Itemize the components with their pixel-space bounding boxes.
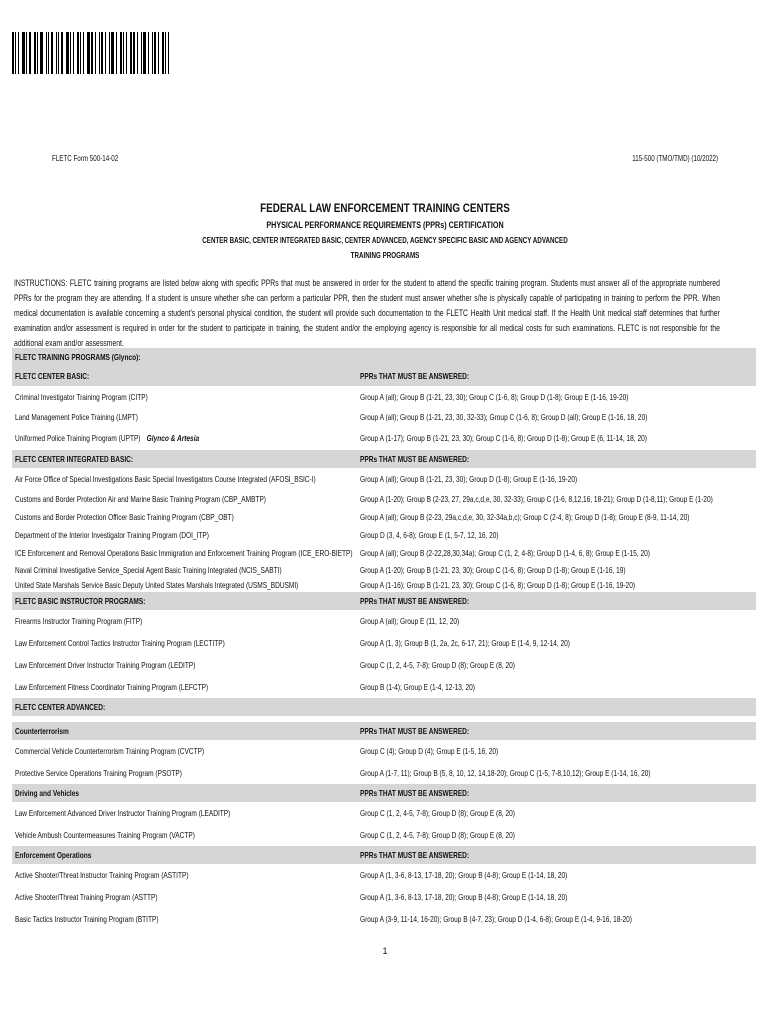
barcode-bar: [37, 32, 38, 74]
program-name: Uniformed Police Training Program (UPTP): [15, 433, 141, 443]
ppr-groups: Group A (1-17); Group B (1-21, 23, 30); Group C (1-6, 8); Group D (1-8); Group E (6, 11-14, 18, 20): [360, 433, 647, 443]
program-location: Glynco & Artesia: [146, 433, 200, 443]
ppr-groups: Group A (all); Group B (1-21, 23, 30); Group C (1-6, 8); Group D (1-8); Group E (1-16, 19-20): [360, 392, 629, 402]
barcode-bar: [141, 32, 142, 74]
ppr-groups: Group A (1-16); Group B (1-21, 23, 30); Group C (1-6, 8); Group D (1-8); Group E (1-16, 19-20): [360, 579, 636, 590]
table-row: [12, 426, 756, 450]
table-row: [12, 508, 756, 526]
barcode-bar: [101, 32, 103, 74]
program-name: Naval Criminal Investigative Service_Special Agent Basic Training Integrated (NCIS_SABTI): [15, 564, 282, 575]
barcode-bar: [48, 32, 49, 74]
barcode-bar: [80, 32, 81, 74]
document-subtitle-programs: CENTER BASIC, CENTER INTEGRATED BASIC, CENTER ADVANCED, AGENCY SPECIFIC BASIC AND AGENCY ADVANCED: [202, 236, 568, 245]
table-row: [12, 654, 756, 676]
document-subtitle: PHYSICAL PERFORMANCE REQUIREMENTS (PPRs) CERTIFICATION: [266, 220, 504, 230]
subsection-label: Driving and Vehicles: [15, 788, 80, 798]
ppr-groups: Group C (1, 2, 4-5, 7-8); Group D (8); Group E (8, 20): [360, 830, 515, 840]
ppr-header: PPRs THAT MUST BE ANSWERED:: [360, 596, 470, 606]
program-name-wrap: [15, 433, 199, 443]
document-title: FEDERAL LAW ENFORCEMENT TRAINING CENTERS: [260, 201, 510, 215]
program-name: Law Enforcement Advanced Driver Instructor Training Program (LEADITP): [15, 808, 231, 818]
table-row: [12, 676, 756, 698]
program-name: Law Enforcement Control Tactics Instructor Training Program (LECTITP): [15, 638, 225, 648]
barcode-bar: [46, 32, 47, 74]
ppr-groups: Group B (1-4); Group E (1-4, 12-13, 20): [360, 682, 475, 692]
section-header-row: [12, 698, 756, 716]
barcode-bar: [12, 32, 14, 74]
table-row: [12, 824, 756, 846]
ppr-header: PPRs THAT MUST BE ANSWERED:: [360, 371, 470, 381]
program-name: Law Enforcement Fitness Coordinator Training Program (LEFCTP): [15, 682, 209, 692]
program-name: United State Marshals Service Basic Deputy United States Marshals Integrated (USMS_BDUSMI): [15, 579, 299, 590]
program-name: Commercial Vehicle Counterterrorism Training Program (CVCTP): [15, 746, 205, 756]
subsection-header-row: [12, 784, 756, 802]
ppr-groups: Group A (all); Group B (1-21, 23, 30, 32-33); Group C (1-6, 8); Group D (all); Group E (1-16, 18, 20): [360, 412, 648, 422]
programs-header: FLETC TRAINING PROGRAMS (Glynco):: [15, 352, 141, 362]
barcode-bar: [165, 32, 166, 74]
barcode-bar: [66, 32, 69, 74]
page-number: 1: [382, 946, 388, 956]
table-row: [12, 490, 756, 508]
table-row: [12, 908, 756, 930]
barcode-bar: [152, 32, 153, 74]
ppr-groups: Group A (1-7, 11); Group B (5, 8, 10, 12, 14,18-20); Group C (1-5, 7-8,10,12); Group E (1-14, 16, 20): [360, 768, 651, 778]
ppr-groups: Group A (1-20); Group B (2-23, 27, 29a,c,d,e, 30, 32-33); Group C (1-6, 8,12,16, 18-21); Group D (1-8,11); Group E (1-20): [360, 494, 713, 504]
barcode-bar: [123, 32, 124, 74]
table-row: [12, 577, 756, 592]
program-name: Criminal Investigator Training Program (CITP): [15, 392, 148, 402]
program-name: Department of the Interior Investigator Training Program (DOI_ITP): [15, 530, 209, 540]
program-name: Basic Tactics Instructor Training Program (BTITP): [15, 914, 159, 924]
program-name: Vehicle Ambush Countermeasures Training Program (VACTP): [15, 830, 195, 840]
barcode-bar: [148, 32, 149, 74]
program-name: Land Management Police Training (LMPT): [15, 412, 138, 422]
ppr-groups: Group D (3, 4, 6-8); Group E (1, 5-7, 12, 16, 20): [360, 530, 499, 540]
table-row: [12, 386, 756, 408]
table-row: [12, 408, 756, 426]
ppr-header: PPRs THAT MUST BE ANSWERED:: [360, 788, 470, 798]
subsection-label: Enforcement Operations: [15, 850, 92, 860]
barcode-bar: [126, 32, 127, 74]
ppr-groups: Group A (all); Group E (11, 12, 20): [360, 616, 460, 626]
barcode-bar: [91, 32, 93, 74]
form-revision: 115-500 (TMO/TMD) (10/2022): [632, 154, 718, 163]
table-row: [12, 740, 756, 762]
section-label: FLETC CENTER BASIC:: [15, 371, 90, 381]
document-subtitle-training: TRAINING PROGRAMS: [350, 251, 420, 260]
program-name: Protective Service Operations Training Program (PSOTP): [15, 768, 182, 778]
barcode-bar: [109, 32, 110, 74]
barcode-bar: [51, 32, 53, 74]
barcode-bar: [18, 32, 19, 74]
ppr-groups: Group A (all); Group B (2-22,28,30,34a); Group C (1, 2, 4-8); Group D (1-4, 6, 8); Group E (1-15, 20): [360, 548, 650, 558]
barcode-bar: [26, 32, 27, 74]
program-name: Law Enforcement Driver Instructor Training Program (LEDITP): [15, 660, 196, 670]
ppr-groups: Group A (1, 3); Group B (1, 2a, 2c, 6-17, 21); Group E (1-4, 9, 12-14, 20): [360, 638, 570, 648]
barcode-bar: [158, 32, 159, 74]
section-label: FLETC CENTER ADVANCED:: [15, 702, 106, 712]
barcode-bar: [61, 32, 63, 74]
program-name: ICE Enforcement and Removal Operations Basic Immigration and Enforcement Training Program (ICE_ERO-BIETP): [15, 548, 353, 558]
ppr-groups: Group A (all); Group B (2-23, 29a,c,d,e, 30, 32-34a,b,c); Group C (2-4, 8); Group D (1-8); Group E (8-9, 11-14, 20): [360, 512, 690, 522]
form-id: FLETC Form 500-14-02: [52, 154, 119, 163]
barcode-bar: [111, 32, 114, 74]
ppr-groups: Group C (1, 2, 4-5, 7-8); Group D (8); Group E (8, 20): [360, 660, 515, 670]
barcode-bar: [56, 32, 57, 74]
barcode-bar: [29, 32, 31, 74]
barcode-bar: [83, 32, 84, 74]
table-row: [12, 562, 756, 577]
barcode-bar: [40, 32, 43, 74]
barcode-bar: [95, 32, 96, 74]
subsection-label: Counterterrorism: [15, 726, 69, 736]
section-header-row: [12, 592, 756, 610]
program-name: Firearms Instructor Training Program (FITP): [15, 616, 143, 626]
table-row: [12, 632, 756, 654]
ppr-header: PPRs THAT MUST BE ANSWERED:: [360, 850, 470, 860]
section-label: FLETC CENTER INTEGRATED BASIC:: [15, 454, 134, 464]
barcode-bar: [70, 32, 71, 74]
program-name: Active Shooter/Threat Training Program (ASTTP): [15, 892, 158, 902]
section-label: FLETC BASIC INSTRUCTOR PROGRAMS:: [15, 596, 146, 606]
barcode-bar: [133, 32, 135, 74]
program-name: Air Force Office of Special Investigations Basic Special Investigators Course Integrated (AFOSI_BSIC-I): [15, 474, 316, 484]
table-row: [12, 762, 756, 784]
ppr-header: PPRs THAT MUST BE ANSWERED:: [360, 454, 470, 464]
table-row: [12, 864, 756, 886]
barcode-bar: [168, 32, 169, 74]
ppr-groups: Group A (1, 3-6, 8-13, 17-18, 20); Group B (4-8); Group E (1-14, 18, 20): [360, 870, 568, 880]
section-header-row: [12, 366, 756, 386]
barcode-bar: [105, 32, 106, 74]
barcode-bar: [99, 32, 100, 74]
program-name: Customs and Border Protection Air and Marine Basic Training Program (CBP_AMBTP): [15, 494, 266, 504]
instructions-paragraph: INSTRUCTIONS: FLETC training programs are listed below along with specific PPRs that must be answered in order for the student to attend the specific training program. Students must answer all of the appropriate numbered PPRs for the program they are attending. If a student is unsure whether s/he can perform a particular PPR, then the student must answer whether s/he is physically capable of participating in training to perform the PPR. When medical documentation is available concerning a student's personal physical condition, the student will provide such documentation to the FLETC Health Unit medical staff. If the Health Unit medical staff determines that further examination and/or assessment is required in order for the student to participate in training, the student and/or the employing agency is responsible for all medical costs for such examinations. FLETC is not responsible for the additional exam and/or assessment.: [14, 278, 720, 348]
barcode-bar: [15, 32, 16, 74]
table-row: [12, 468, 756, 490]
ppr-groups: Group C (1, 2, 4-5, 7-8); Group D (8); Group E (8, 20): [360, 808, 515, 818]
barcode-bar: [120, 32, 122, 74]
barcode-bar: [58, 32, 59, 74]
ppr-groups: Group A (1, 3-6, 8-13, 17-18, 20); Group B (4-8); Group E (1-14, 18, 20): [360, 892, 568, 902]
ppr-groups: Group A (3-9, 11-14, 16-20); Group B (4-7, 23); Group D (1-4, 6-8); Group E (1-4, 9-16, 18-20): [360, 914, 632, 924]
ppr-groups: Group A (all); Group B (1-21, 23, 30); Group D (1-8); Group E (1-16, 19-20): [360, 474, 578, 484]
program-name: Active Shooter/Threat Instructor Training Program (ASTITP): [15, 870, 189, 880]
ppr-header: PPRs THAT MUST BE ANSWERED:: [360, 726, 470, 736]
barcode-bar: [137, 32, 138, 74]
barcode-bar: [22, 32, 25, 74]
subsection-header-row: [12, 846, 756, 864]
ppr-groups: Group A (1-20); Group B (1-21, 23, 30); Group C (1-6, 8); Group D (1-8); Group E (1-16, 19): [360, 564, 626, 575]
ppr-table: [12, 348, 756, 930]
barcode-bar: [162, 32, 164, 74]
table-row: [12, 886, 756, 908]
barcode-bar: [73, 32, 74, 74]
table-row: [12, 610, 756, 632]
barcode-bar: [116, 32, 117, 74]
barcode-bar: [77, 32, 79, 74]
barcode-bar: [34, 32, 36, 74]
table-row: [12, 544, 756, 562]
ppr-groups: Group C (4); Group D (4); Group E (1-5, 16, 20): [360, 746, 499, 756]
programs-header-row: [12, 348, 756, 366]
section-header-row: [12, 450, 756, 468]
barcode-bar: [154, 32, 156, 74]
barcode: [12, 32, 174, 74]
table-row: [12, 802, 756, 824]
barcode-bar: [143, 32, 146, 74]
table-row: [12, 526, 756, 544]
subsection-header-row: [12, 722, 756, 740]
barcode-bar: [130, 32, 132, 74]
barcode-bar: [87, 32, 90, 74]
program-name: Customs and Border Protection Officer Basic Training Program (CBP_OBT): [15, 512, 234, 522]
